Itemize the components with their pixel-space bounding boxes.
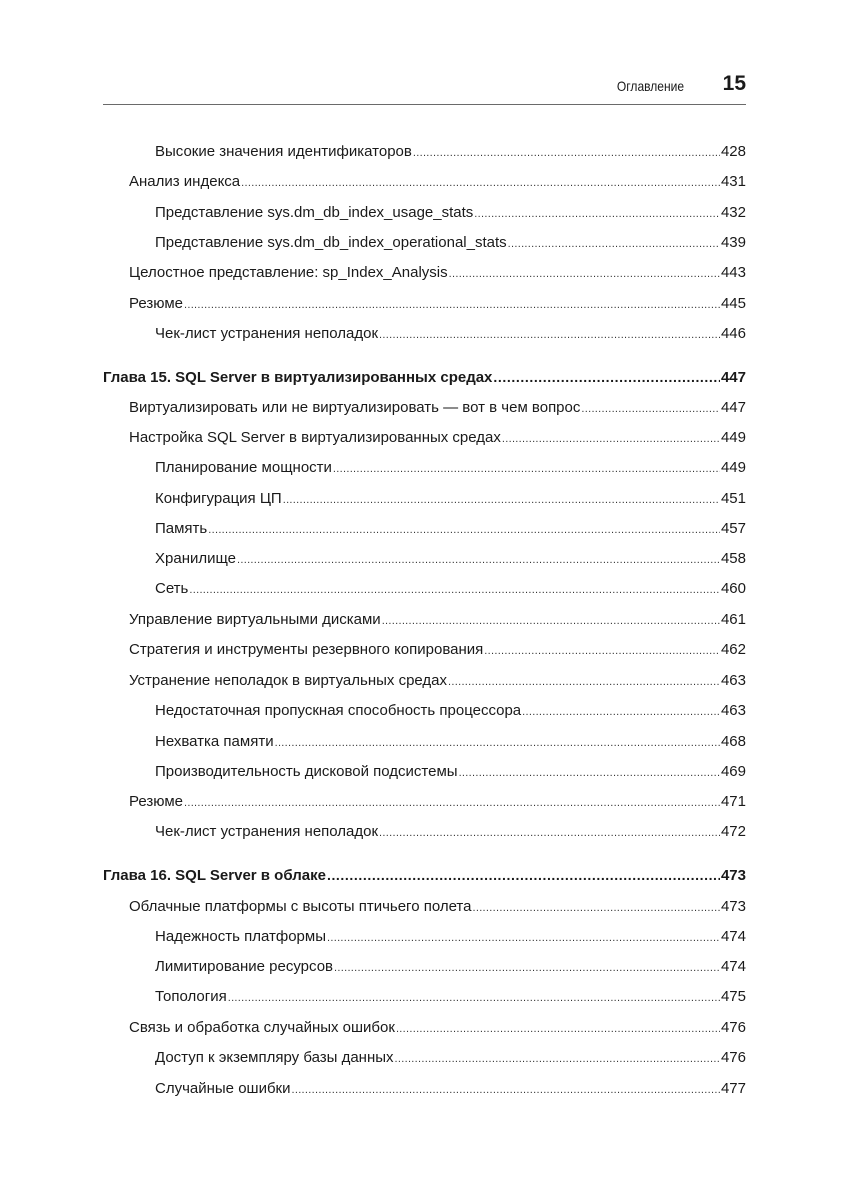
toc-chapter-page: 447: [720, 369, 746, 386]
dot-leader: [396, 1018, 720, 1039]
toc-entry-page: 468: [720, 733, 746, 750]
toc-entry-title: Доступ к экземпляру базы данных: [155, 1049, 394, 1066]
toc-entry-page: 457: [720, 520, 746, 537]
toc-entry-title: Стратегия и инструменты резервного копирования: [129, 641, 484, 658]
toc-entry-title: Резюме: [129, 295, 183, 312]
toc-entry-title: Производительность дисковой подсистемы: [155, 763, 458, 780]
dot-leader: [237, 549, 720, 570]
dot-leader: [327, 927, 720, 948]
toc-entry[interactable]: [103, 519, 746, 540]
dot-leader: [184, 792, 720, 813]
toc-entry-page: 460: [720, 580, 746, 597]
toc-entry-title: Конфигурация ЦП: [155, 490, 282, 507]
toc-entry-page: 472: [720, 823, 746, 840]
dot-leader: [459, 762, 720, 783]
toc-entry[interactable]: [103, 762, 746, 783]
toc-chapter-entry[interactable]: [103, 367, 746, 388]
dot-leader: [502, 428, 720, 449]
dot-leader: [327, 865, 720, 886]
toc-entry-title: Устранение неполадок в виртуальных средах: [129, 672, 448, 689]
dot-leader: [413, 142, 720, 163]
toc-entry[interactable]: [103, 987, 746, 1008]
toc-entry-page: 476: [720, 1019, 746, 1036]
section-title: Оглавление: [616, 78, 684, 94]
toc-entry-page: 447: [720, 399, 746, 416]
toc-entry-page: 476: [720, 1049, 746, 1066]
toc-entry-page: 428: [720, 143, 746, 160]
toc-entry-title: Случайные ошибки: [155, 1080, 291, 1097]
toc-entry-title: Чек-лист устранения неполадок: [155, 325, 379, 342]
toc-entry[interactable]: [103, 701, 746, 722]
toc-entry[interactable]: [103, 489, 746, 510]
dot-leader: [449, 263, 720, 284]
toc-entry-title: Недостаточная пропускная способность процессора: [155, 702, 522, 719]
toc-entry[interactable]: [103, 233, 746, 254]
toc-entry[interactable]: [103, 549, 746, 570]
toc-entry[interactable]: [103, 294, 746, 315]
toc-entry[interactable]: [103, 732, 746, 753]
toc-entry-title: Память: [155, 520, 208, 537]
toc-entry[interactable]: [103, 324, 746, 345]
toc-entry-title: Планирование мощности: [155, 459, 332, 476]
toc-entry[interactable]: [103, 172, 746, 193]
dot-leader: [228, 987, 720, 1008]
toc-entry-page: 443: [720, 264, 746, 281]
dot-leader: [522, 701, 720, 722]
toc-chapter-title: Глава 16. SQL Server в облаке: [103, 867, 326, 884]
toc-entry[interactable]: [103, 897, 746, 918]
toc-entry[interactable]: [103, 671, 746, 692]
toc-entry-title: Настройка SQL Server в виртуализированных средах: [129, 429, 501, 446]
dot-leader: [184, 294, 720, 315]
toc-entry[interactable]: [103, 927, 746, 948]
dot-leader: [333, 458, 720, 479]
toc-chapter-entry[interactable]: [103, 865, 746, 886]
toc-entry-title: Управление виртуальными дисками: [129, 611, 381, 628]
toc-entry-title: Резюме: [129, 793, 183, 810]
toc-entry-page: 463: [720, 672, 746, 689]
toc-entry-title: Сеть: [155, 580, 189, 597]
toc-entry[interactable]: [103, 640, 746, 661]
toc-entry-page: 445: [720, 295, 746, 312]
toc-entry[interactable]: [103, 822, 746, 843]
dot-leader: [379, 324, 720, 345]
toc-entry-page: 463: [720, 702, 746, 719]
toc-chapter-title: Глава 15. SQL Server в виртуализированных средах: [103, 369, 493, 386]
toc-entry-title: Топология: [155, 988, 227, 1005]
toc-entry-page: 439: [720, 234, 746, 251]
toc-entry[interactable]: [103, 398, 746, 419]
toc-entry-title: Представление sys.dm_db_index_operational_stats: [155, 234, 507, 251]
dot-leader: [484, 640, 720, 661]
toc-entry-page: 451: [720, 490, 746, 507]
toc-entry-page: 469: [720, 763, 746, 780]
toc-entry[interactable]: [103, 458, 746, 479]
dot-leader: [283, 489, 720, 510]
toc-entry-title: Лимитирование ресурсов: [155, 958, 334, 975]
toc-entry-title: Хранилище: [155, 550, 236, 567]
toc-entry-page: 473: [720, 898, 746, 915]
toc-entry-page: 474: [720, 958, 746, 975]
toc-entry[interactable]: [103, 1018, 746, 1039]
toc-entry[interactable]: [103, 792, 746, 813]
dot-leader: [581, 398, 720, 419]
toc-entry-page: 475: [720, 988, 746, 1005]
toc-entry[interactable]: [103, 428, 746, 449]
toc-entry-page: 461: [720, 611, 746, 628]
toc-entry[interactable]: [103, 1048, 746, 1069]
dot-leader: [334, 957, 720, 978]
dot-leader: [493, 367, 720, 388]
page-number: 15: [722, 72, 746, 95]
toc-entry-page: 449: [720, 459, 746, 476]
toc-entry-page: 446: [720, 325, 746, 342]
running-header: [103, 72, 746, 105]
toc-entry[interactable]: [103, 1079, 746, 1100]
toc-entry-page: 432: [720, 204, 746, 221]
toc-entry[interactable]: [103, 610, 746, 631]
toc-entry[interactable]: [103, 263, 746, 284]
toc-entry[interactable]: [103, 957, 746, 978]
toc-entry-title: Облачные платформы с высоты птичьего полета: [129, 898, 472, 915]
toc-entry-title: Анализ индекса: [129, 173, 241, 190]
toc-entry[interactable]: [103, 203, 746, 224]
toc-entry-title: Надежность платформы: [155, 928, 326, 945]
toc-entry-title: Связь и обработка случайных ошибок: [129, 1019, 395, 1036]
dot-leader: [508, 233, 720, 254]
dot-leader: [208, 519, 720, 540]
toc-entry-title: Виртуализировать или не виртуализировать — вот в чем вопрос: [129, 399, 581, 416]
dot-leader: [291, 1079, 719, 1100]
toc-chapter-page: 473: [720, 867, 746, 884]
dot-leader: [379, 822, 720, 843]
toc-entry-page: 458: [720, 550, 746, 567]
toc-entry-title: Высокие значения идентификаторов: [155, 143, 412, 160]
toc-entry[interactable]: [103, 579, 746, 600]
toc-entry-page: 477: [720, 1080, 746, 1097]
dot-leader: [275, 732, 720, 753]
toc-entry-title: Нехватка памяти: [155, 733, 274, 750]
toc-entry-page: 449: [720, 429, 746, 446]
dot-leader: [395, 1048, 720, 1069]
toc-entry-title: Представление sys.dm_db_index_usage_stats: [155, 204, 474, 221]
toc-entry-title: Целостное представление: sp_Index_Analysis: [129, 264, 448, 281]
toc-entry-page: 431: [720, 173, 746, 190]
dot-leader: [472, 897, 719, 918]
dot-leader: [241, 172, 720, 193]
dot-leader: [382, 610, 720, 631]
toc-entry-page: 474: [720, 928, 746, 945]
toc-entry-title: Чек-лист устранения неполадок: [155, 823, 379, 840]
dot-leader: [189, 579, 720, 600]
dot-leader: [448, 671, 720, 692]
toc-entry[interactable]: [103, 142, 746, 163]
toc-entry-page: 462: [720, 641, 746, 658]
toc-entry-page: 471: [720, 793, 746, 810]
dot-leader: [474, 203, 720, 224]
